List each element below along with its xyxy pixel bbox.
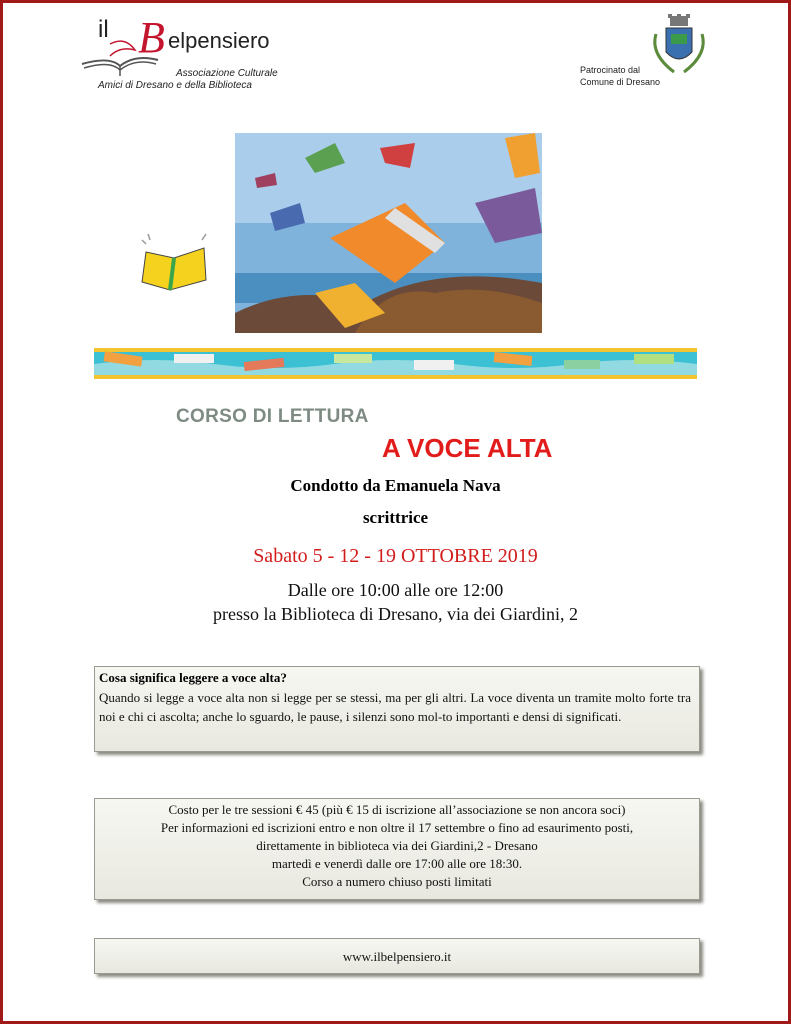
author-role: scrittrice — [362, 508, 429, 527]
info-box — [94, 666, 700, 752]
cost-line-4: martedì e venerdì dalle ore 17:00 alle ore 18:30. — [271, 856, 523, 871]
patronage-line-1: Patrocinato dal — [580, 65, 641, 75]
website-box — [94, 938, 700, 974]
logo-subtitle-1: Associazione Culturale — [176, 68, 278, 79]
course-place: presso la Biblioteca di Dresano, via dei Giardini, 2 — [213, 604, 578, 624]
cost-line-3: direttamente in biblioteca via dei Giardini,2 - Dresano — [256, 838, 538, 853]
info-text: Quando si legge a voce alta non si legge per se stessi, ma per gli altri. La voce diventa un tramite molto forte tra noi e chi ci ascolta; anche lo sguardo, le pause, i silenzi sono mol-to importanti e densi di significati. — [99, 690, 691, 724]
cost-line-5: Corso a numero chiuso posti limitati — [302, 874, 492, 889]
decorative-books-strip — [94, 348, 697, 379]
yellow-book-icon — [140, 232, 212, 296]
patronage-line-2: Comune di Dresano — [580, 77, 661, 87]
municipal-crest-icon — [648, 14, 710, 84]
flying-books-painting — [235, 133, 542, 333]
course-label: CORSO DI LETTURA — [176, 406, 369, 427]
logo-b: B — [138, 13, 165, 62]
logo-pensiero: elpensiero — [168, 28, 270, 53]
cost-line-2: Per informazioni ed iscrizioni entro e non oltre il 17 settembre o fino ad esaurimento posti, — [160, 820, 634, 835]
website-link[interactable]: www.ilbelpensiero.it — [342, 949, 452, 964]
cost-box — [94, 798, 700, 900]
course-time: Dalle ore 10:00 alle ore 12:00 — [287, 580, 504, 600]
conducted-by: Condotto da Emanuela Nava — [290, 476, 501, 495]
logo-subtitle-2: Amici di Dresano e della Biblioteca — [98, 80, 252, 91]
course-title: A VOCE ALTA — [382, 433, 553, 463]
logo-il: il — [98, 16, 109, 43]
info-question: Cosa significa leggere a voce alta? — [99, 670, 287, 685]
course-dates: Sabato 5 - 12 - 19 OTTOBRE 2019 — [253, 545, 538, 567]
cost-line-1: Costo per le tre sessioni € 45 (più € 15 di iscrizione all’associazione se non ancora soci) — [168, 802, 626, 817]
association-logo — [80, 10, 280, 90]
